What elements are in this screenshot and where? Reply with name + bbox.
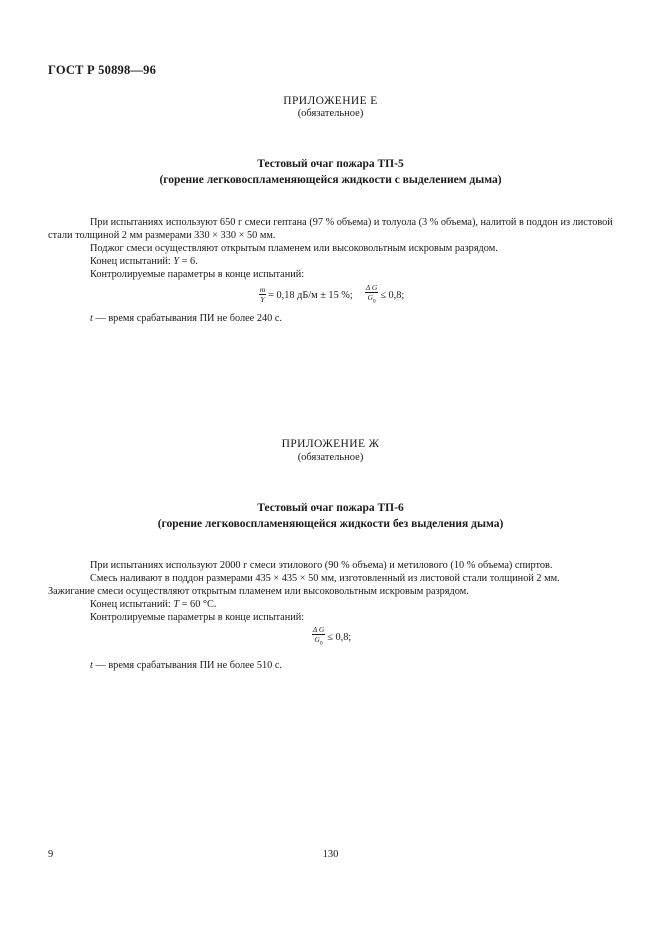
- appendix-zh-paragraph-3: Зажигание смеси осуществляют открытым пламенем или высоковольтным искровым разрядом.: [48, 586, 469, 597]
- footer-left-number: 9: [48, 849, 54, 860]
- appendix-e-formula: $\frac{m}{Y}$ = 0,18 дБ/м ± 15 %; $\frac{\text{Δ G}}{G_0}$ ≤ 0,8;: [259, 283, 405, 305]
- appendix-e-paragraph-2: Поджог смеси осуществляют открытым пламенем или высоковольтным искровым разрядом.: [90, 243, 498, 254]
- appendix-zh-subtitle: (горение легковоспламеняющейся жидкости без выделения дыма): [157, 518, 504, 530]
- appendix-zh-time-limit: t — время срабатывания ПИ не более 510 с.: [90, 660, 282, 671]
- page-number: 130: [322, 849, 339, 860]
- appendix-e-label: ПРИЛОЖЕНИЕ Е: [283, 95, 378, 107]
- formula-fraction-dg-over-g0: $\frac{\text{Δ G}}{G_0}$: [312, 625, 325, 647]
- appendix-zh-label: ПРИЛОЖЕНИЕ Ж: [281, 438, 380, 450]
- appendix-zh-title: Тестовый очаг пожара ТП-6: [257, 502, 404, 514]
- appendix-zh-paragraph-1: При испытаниях используют 2000 г смеси этилового (90 % объема) и метилового (10 % объема) спиртов.: [90, 560, 553, 571]
- appendix-zh-params-label: Контролируемые параметры в конце испытаний:: [90, 612, 305, 623]
- formula-fraction-dg-over-g0: $\frac{\text{Δ G}}{G_0}$: [365, 283, 378, 305]
- appendix-e-paragraph-1: При испытаниях используют 650 г смеси гептана (97 % объема) и толуола (3 % объема), налитой в поддон из листовой стали толщиной 2 мм размерами 330 × 330 × 50 мм.: [48, 217, 613, 241]
- appendix-zh-paragraph-2: Смесь наливают в поддон размерами 435 × 435 × 50 мм, изготовленный из листовой стали толщиной 2 мм.: [90, 573, 560, 584]
- appendix-e-title: Тестовый очаг пожара ТП-5: [257, 158, 404, 170]
- appendix-zh-status: (обязательное): [297, 452, 364, 463]
- appendix-zh-formula: $\frac{\text{Δ G}}{G_0}$ ≤ 0,8;: [312, 625, 352, 647]
- appendix-e-status: (обязательное): [297, 108, 364, 119]
- document-code: ГОСТ Р 50898—96: [48, 63, 157, 77]
- appendix-e-params-label: Контролируемые параметры в конце испытаний:: [90, 269, 305, 280]
- appendix-zh-end-condition: Конец испытаний: T = 60 °C.: [90, 599, 217, 610]
- appendix-e-time-limit: t — время срабатывания ПИ не более 240 с.: [90, 313, 282, 324]
- appendix-e-end-condition: Конец испытаний: Y = 6.: [90, 256, 198, 267]
- appendix-e-subtitle: (горение легковоспламеняющейся жидкости с выделением дыма): [159, 174, 502, 186]
- formula-fraction-m-over-y: $\frac{m}{Y}$: [259, 285, 266, 305]
